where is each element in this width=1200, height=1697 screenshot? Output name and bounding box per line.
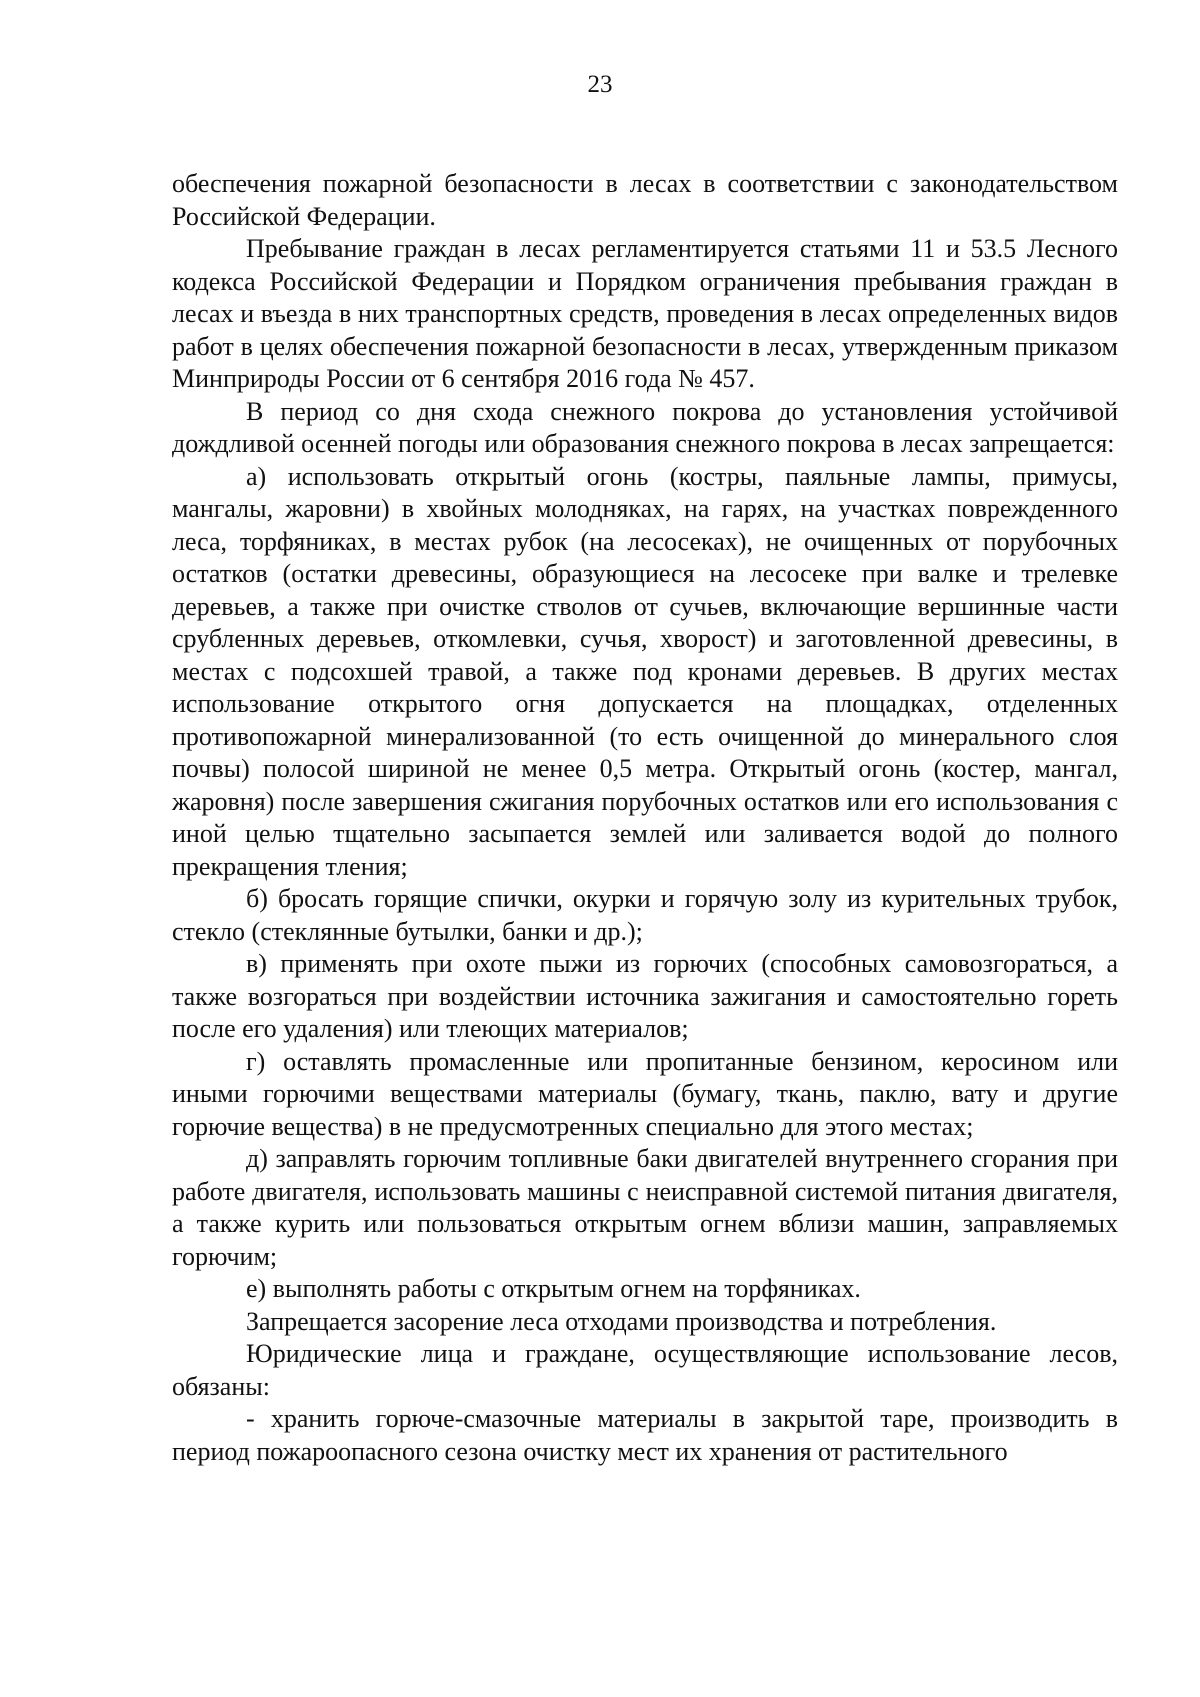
list-item-e-peatlands: е) выполнять работы с открытым огнем на торфяниках. [246, 1274, 861, 1303]
paragraph-forest-stay-regulation: Пребывание граждан в лесах регламентируется статьями 11 и 53.5 Лесного кодекса Российской Федерации и Порядком ограничения пребывания граждан в лесах и въезда в них транспортных средств, проведения в лесах определенных видов работ в целях обеспечения пожарной безопасности в лесах, утвержденным приказом Минприроды России от 6 сентября 2016 года № 457. [172, 234, 1118, 393]
document-body [172, 168, 1118, 1468]
list-item-v-hunting-wads: в) применять при охоте пыжи из горючих (способных самовозгораться, а также возгораться при воздействии источника зажигания и самостоятельно гореть после его удаления) или тлеющих материалов; [172, 949, 1118, 1043]
list-item-g-oiled-materials: г) оставлять промасленные или пропитанные бензином, керосином или иными горючими веществами материалы (бумагу, ткань, паклю, вату и другие горючие вещества) в не предусмотренных специально для этого местах; [172, 1046, 1118, 1141]
bullet-item-fuel-storage: - хранить горюче-смазочные материалы в закрытой таре, производить в период пожароопасного сезона очистку мест их хранения от растительного [172, 1404, 1118, 1466]
paragraph-continuation: обеспечения пожарной безопасности в лесах в соответствии с законодательством Российской Федерации. [172, 169, 1118, 231]
paragraph-fire-season-prohibitions-intro: В период со дня схода снежного покрова до установления устойчивой дождливой осенней погоды или образования снежного покрова в лесах запрещается: [172, 396, 1118, 458]
list-item-b-matches-cigarettes: б) бросать горящие спички, окурки и горячую золу из курительных трубок, стекло (стеклянные бутылки, банки и др.); [172, 884, 1118, 946]
page-number: 23 [587, 71, 613, 98]
paragraph-obligations-intro: Юридические лица и граждане, осуществляющие использование лесов, обязаны: [172, 1339, 1118, 1401]
list-item-d-refueling: д) заправлять горючим топливные баки двигателей внутреннего сгорания при работе двигателя, использовать машины с неисправной системой питания двигателя, а также курить или пользоваться открытым огнем вблизи машин, заправляемых горючим; [172, 1144, 1118, 1271]
paragraph-littering-prohibited: Запрещается засорение леса отходами производства и потребления. [246, 1306, 997, 1336]
list-item-a-open-fire: а) использовать открытый огонь (костры, паяльные лампы, примусы, мангалы, жаровни) в хвойных молодняках, на гарях, на участках поврежденного леса, торфяниках, в местах рубок (на лесосеках), не очищенных от порубочных остатков (остатки древесины, образующиеся на лесосеке при валке и трелевке деревьев, а также при очистке стволов от сучьев, включающие вершинные части срубленных деревьев, откомлевки, сучья, хворост) и заготовленной древесины, в местах с подсохшей травой, а также под кронами деревьев. В других местах использование открытого огня допускается на площадках, отделенных противопожарной минерализованной (то есть очищенной до минерального слоя почвы) полосой шириной не менее 0,5 метра. Открытый огонь (костер, мангал, жаровня) после завершения сжигания порубочных остатков или его использования с иной целью тщательно засыпается землей или заливается водой до полного прекращения тления; [172, 461, 1118, 881]
